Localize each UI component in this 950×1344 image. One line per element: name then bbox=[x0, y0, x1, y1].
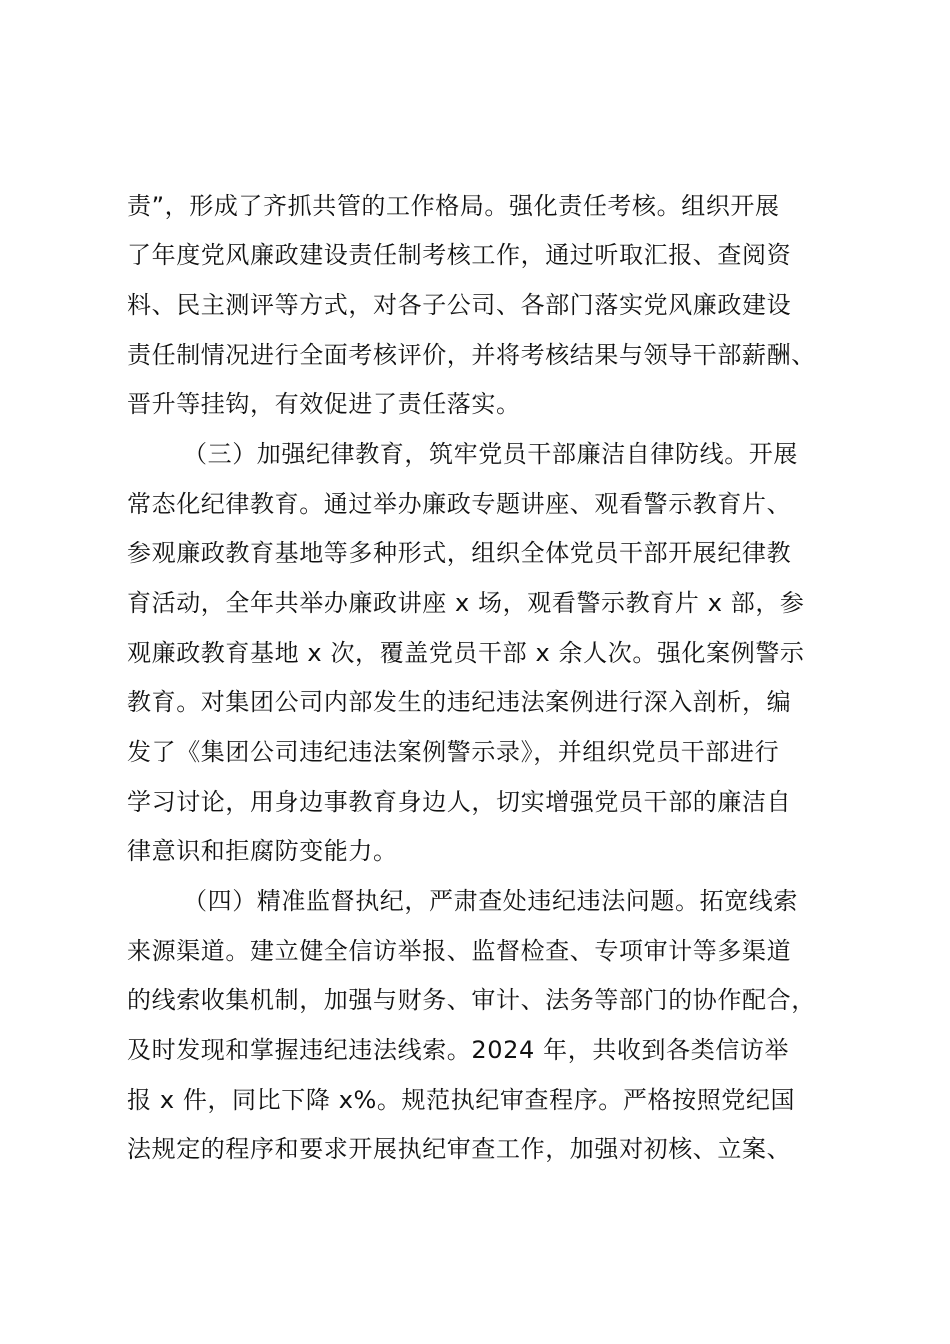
text-line: 的线索收集机制，加强与财务、审计、法务等部门的协作配合， bbox=[127, 986, 816, 1014]
section-heading-line: （三）加强纪律教育，筑牢党员干部廉洁自律防线。开展 bbox=[183, 440, 798, 468]
text-line: 责”，形成了齐抓共管的工作格局。强化责任考核。组织开展 bbox=[127, 192, 780, 220]
text-line: 律意识和拒腐防变能力。 bbox=[127, 837, 398, 865]
text-line: 来源渠道。建立健全信访举报、监督检查、专项审计等多渠道 bbox=[127, 937, 792, 965]
text-line: 参观廉政教育基地等多种形式，组织全体党员干部开展纪律教 bbox=[127, 539, 792, 567]
text-line: 晋升等挂钩，有效促进了责任落实。 bbox=[127, 390, 521, 418]
text-line: 育活动，全年共举办廉政讲座 x 场，观看警示教育片 x 部，参 bbox=[127, 589, 805, 617]
text-line: 责任制情况进行全面考核评价，并将考核结果与领导干部薪酬、 bbox=[127, 341, 816, 369]
text-line: 常态化纪律教育。通过举办廉政专题讲座、观看警示教育片、 bbox=[127, 490, 792, 518]
section-heading-line: （四）精准监督执纪，严肃查处违纪违法问题。拓宽线索 bbox=[183, 887, 798, 915]
text-line: 及时发现和掌握违纪违法线索。2024 年，共收到各类信访举 bbox=[127, 1036, 790, 1064]
text-line: 法规定的程序和要求开展执纪审查工作，加强对初核、立案、 bbox=[127, 1135, 792, 1163]
text-line: 料、民主测评等方式，对各子公司、各部门落实党风廉政建设 bbox=[127, 291, 792, 319]
text-line: 教育。对集团公司内部发生的违纪违法案例进行深入剖析，编 bbox=[127, 688, 792, 716]
text-line: 了年度党风廉政建设责任制考核工作，通过听取汇报、查阅资 bbox=[127, 241, 792, 269]
text-line: 观廉政教育基地 x 次，覆盖党员干部 x 余人次。强化案例警示 bbox=[127, 639, 805, 667]
text-line: 报 x 件，同比下降 x%。规范执纪审查程序。严格按照党纪国 bbox=[127, 1086, 796, 1114]
text-line: 发了《集团公司违纪违法案例警示录》，并组织党员干部进行 bbox=[127, 738, 780, 766]
text-line: 学习讨论，用身边事教育身边人，切实增强党员干部的廉洁自 bbox=[127, 788, 792, 816]
